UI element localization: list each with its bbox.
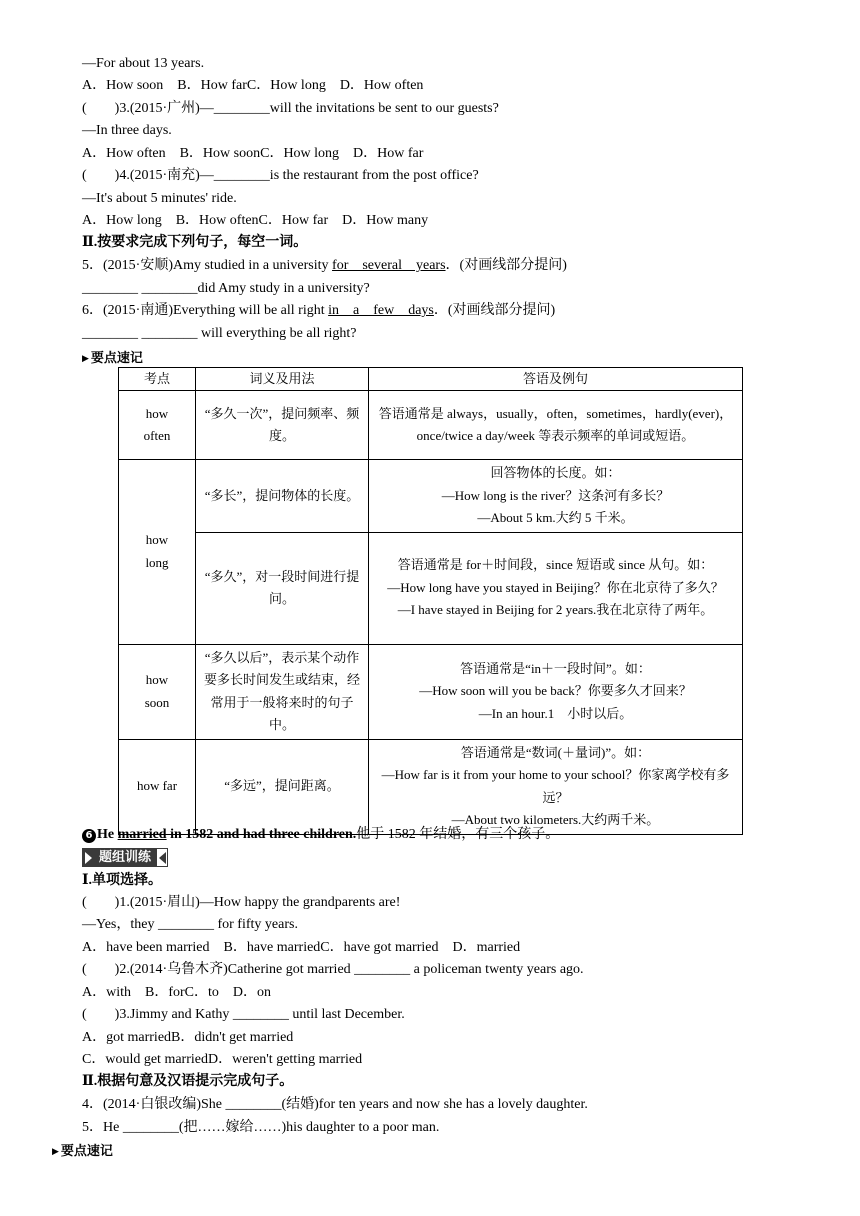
- question-2b: ( )2.(2014·乌鲁木齐)Catherine got married ________ a policeman twenty years ago.: [82, 962, 584, 977]
- table-header-row: [119, 368, 743, 391]
- answer-text: —How long is the river？这条河有多长？: [441, 487, 670, 503]
- question-6: [82, 302, 555, 320]
- answer-text: 回答物体的长度。如：: [490, 465, 621, 480]
- question-3: [82, 100, 499, 118]
- options-line: A．with B．forC．to D．on: [82, 985, 271, 1000]
- section-1b-title: Ⅰ.单项选择。: [82, 873, 163, 888]
- options-line: A．How long B．How oftenC．How far D．How many: [82, 213, 429, 228]
- table-row: [119, 460, 743, 533]
- answer-line: —For about 13 years.: [82, 56, 205, 71]
- point6-cn: 他于 1582 年结婚，有三个孩子。: [356, 827, 560, 842]
- options-line: A．How soon B．How farC．How long D．How often: [82, 78, 424, 93]
- back-icon: [156, 848, 168, 867]
- triangle-icon: ▶: [52, 1146, 59, 1156]
- options-line: C．would get marriedD．weren't getting married: [82, 1052, 363, 1067]
- table-row: [119, 644, 743, 739]
- question-4: ( )4.(2015·南充)—________is the restaurant from the post office?: [82, 168, 479, 183]
- q6-underlined: in a few days: [328, 303, 434, 318]
- answer-line: —In three days.: [82, 123, 172, 138]
- usage-how-often: “多久一次”，提问频率、频度。: [196, 391, 369, 460]
- answer-text: 答语通常是“数词(＋量词)”。如：: [460, 744, 651, 760]
- answer-how-long-2: [369, 532, 743, 644]
- q5-prefix: 5．(2015·安顺)Amy studied in a university: [82, 258, 333, 273]
- point6-post: in 1582 and had three children.: [166, 827, 357, 842]
- answer-text: —I have stayed in Beijing for 2 years.我在北京待了两年。: [397, 602, 714, 618]
- answer-how-often: 答语通常是 always，usually，often，sometimes，hardly(ever)，once/twice a day/week 等表示频率的单词或短语。: [369, 391, 743, 460]
- question-5: [82, 257, 567, 275]
- header-point: 考点: [119, 368, 196, 391]
- triangle-icon: ▶: [82, 353, 89, 363]
- header-usage: 词义及用法: [196, 368, 369, 391]
- point-how-often: how often: [119, 391, 196, 460]
- question-3-text: ( )3.(2015·广州)—________will the invitations be sent to our guests?: [82, 101, 499, 116]
- header-answer: 答语及例句: [369, 368, 743, 391]
- answer-line: —It's about 5 minutes' ride.: [82, 191, 237, 206]
- q5-answer-line: ________ ________did Amy study in a university?: [82, 281, 370, 296]
- memo-heading-2: [52, 1140, 113, 1159]
- point-6: [82, 826, 559, 844]
- play-icon: [82, 848, 94, 867]
- point-how-soon: how soon: [119, 644, 196, 739]
- section-2-title: Ⅱ.按要求完成下列句子，每空一词。: [82, 235, 308, 250]
- answer-text: 答语通常是 for＋时间段，since 短语或 since 从句。如：: [397, 557, 714, 573]
- answer-line: —Yes，they ________ for fifty years.: [82, 917, 298, 932]
- table-row: [119, 391, 743, 460]
- table-row: [119, 532, 743, 644]
- usage-how-far: “多远”，提问距离。: [196, 739, 369, 834]
- question-3b: ( )3.Jimmy and Kathy ________ until last December.: [82, 1007, 405, 1022]
- q5-suffix: ．(对画线部分提问): [445, 258, 567, 273]
- answer-how-long-1: [369, 460, 743, 533]
- question-1b: ( )1.(2015·眉山)—How happy the grandparents are!: [82, 895, 401, 910]
- key-points-table: [118, 367, 743, 835]
- circled-number-icon: 6: [82, 829, 96, 843]
- answer-text: 答语通常是“in＋一段时间”。如：: [460, 660, 651, 676]
- usage-how-long-2: “多久”，对一段时间进行提问。: [196, 532, 369, 644]
- options-line: A．How often B．How soonC．How long D．How far: [82, 146, 424, 161]
- answer-how-far: [369, 739, 743, 834]
- memo-heading: [82, 347, 143, 366]
- answer-text: —How soon will you be back？你要多久才回来？: [419, 683, 692, 699]
- point-how-far: how far: [119, 739, 196, 834]
- memo-label: 要点速记: [90, 350, 143, 365]
- table-row: [119, 739, 743, 834]
- answer-text: —How far is it from your home to your school？你家离学校有多远？: [381, 767, 730, 805]
- point6-pre: He: [97, 827, 118, 842]
- exercise-badge-label: 题组训练: [94, 848, 156, 867]
- section-2b-title: Ⅱ.根据句意及汉语提示完成句子。: [82, 1074, 294, 1089]
- q6-prefix: 6．(2015·南通)Everything will be all right: [82, 303, 329, 318]
- answer-text: —About two kilometers.大约两千米。: [451, 812, 660, 827]
- answer-how-soon: [369, 644, 743, 739]
- answer-text: —About 5 km.大约 5 千米。: [477, 510, 634, 525]
- answer-text: —How long have you stayed in Beijing？你在北京待了多久？: [387, 579, 724, 595]
- point-how-long: how long: [119, 460, 196, 645]
- q6-suffix: ．(对画线部分提问): [433, 303, 556, 318]
- options-line: A．got marriedB．didn't get married: [82, 1030, 294, 1045]
- options-line: A．have been married B．have marriedC．have got married D．married: [82, 940, 521, 955]
- usage-how-long-1: “多长”，提问物体的长度。: [196, 460, 369, 533]
- q5-underlined: for several years: [332, 258, 446, 273]
- point6-underlined: married: [117, 827, 167, 842]
- q6-answer-line: ________ ________ will everything be all right?: [82, 326, 357, 341]
- question-5b: 5．He ________(把……嫁给……)his daughter to a poor man.: [82, 1120, 440, 1135]
- answer-text: —In an hour.1 小时以后。: [478, 705, 633, 721]
- memo-label: 要点速记: [60, 1143, 113, 1158]
- usage-how-soon: “多久以后”，表示某个动作要多长时间发生或结束，经常用于一般将来时的句子中。: [196, 644, 369, 739]
- question-4b: 4．(2014·白银改编)She ________(结婚)for ten years and now she has a lovely daughter.: [82, 1097, 588, 1112]
- exercise-badge: [82, 848, 168, 867]
